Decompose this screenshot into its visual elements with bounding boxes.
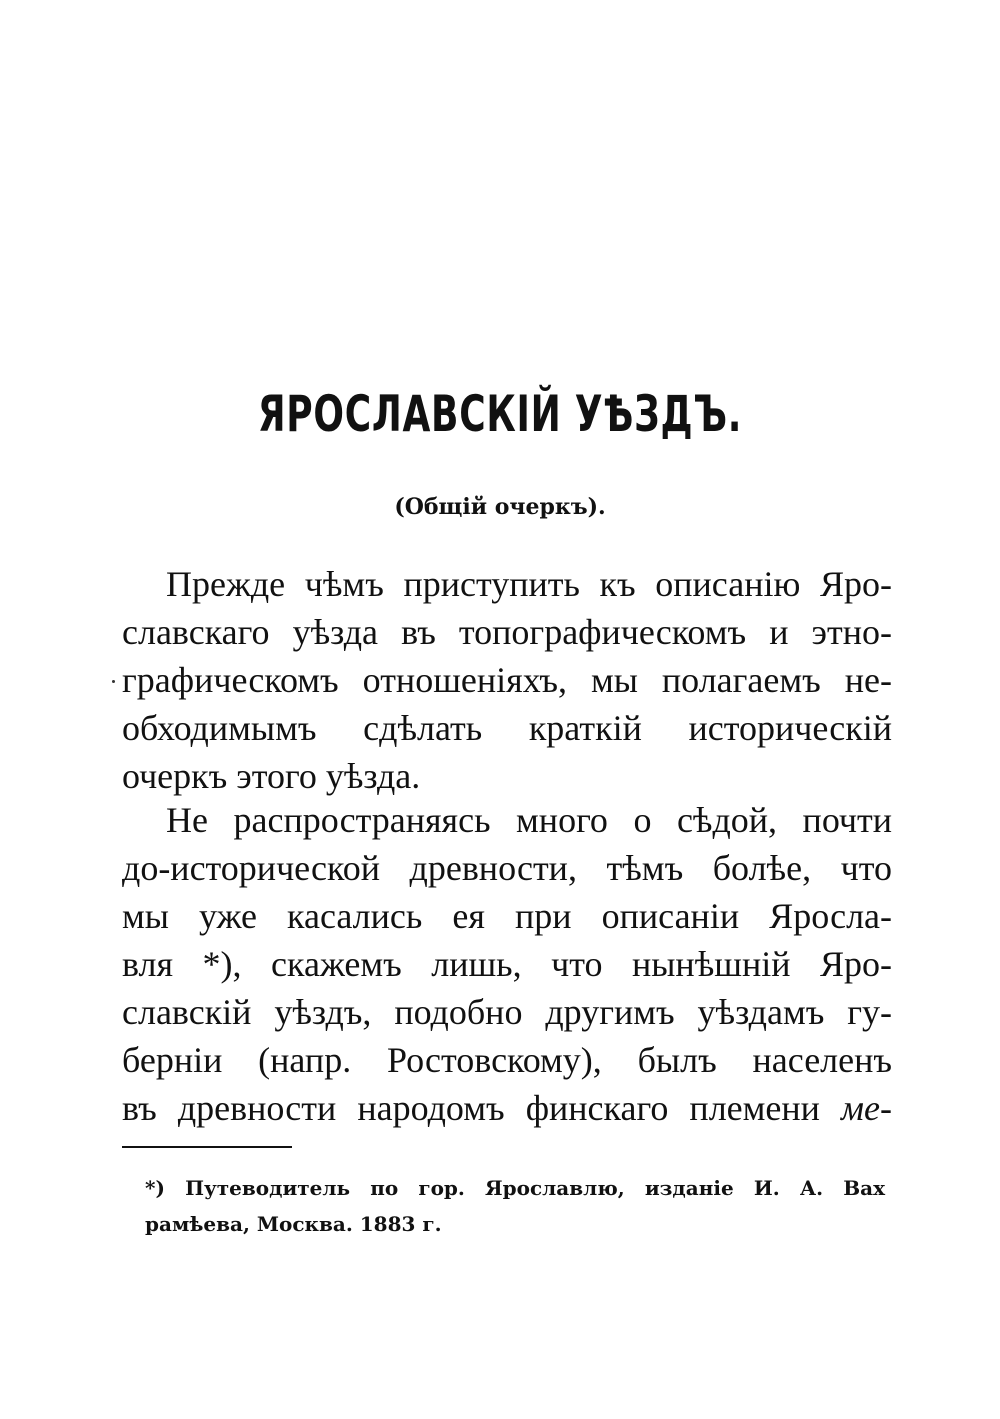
text-line: обходимымъ сдѣлать краткій историческій xyxy=(122,708,892,748)
text-line: Прежде чѣмъ приступить къ описанію Яро- xyxy=(166,564,892,604)
text-line: графическомъ отношеніяхъ, мы полагаемъ не- xyxy=(122,660,892,700)
paragraph-1 xyxy=(122,560,892,800)
footnote-line: *) Путеводитель по гор. Ярославлю, изданіе И. А. Вах xyxy=(145,1176,885,1200)
italic-hyphenated-word: ме- xyxy=(841,1088,892,1128)
footnote xyxy=(145,1170,885,1242)
text-line-last xyxy=(122,1084,892,1132)
footnote-line: рамѣева, Москва. 1883 г. xyxy=(145,1212,442,1236)
text-line: вля *), скажемъ лишь, что нынѣшній Яро- xyxy=(122,944,892,984)
print-speck xyxy=(112,680,115,683)
text-line-main: въ древности народомъ финскаго племени xyxy=(122,1088,820,1128)
text-line: очеркъ этого уѣзда. xyxy=(122,756,421,796)
footnote-divider xyxy=(122,1146,292,1148)
text-line: Не распространяясь много о сѣдой, почти xyxy=(166,800,892,840)
text-line: до-исторической древности, тѣмъ болѣе, что xyxy=(122,848,892,888)
text-line: славскаго уѣзда въ топографическомъ и этно- xyxy=(122,612,892,652)
chapter-title: ЯРОСЛАВСКІЙ УѢЗДЪ. xyxy=(257,385,743,443)
text-line: славскій уѣздъ, подобно другимъ уѣздамъ гу- xyxy=(122,992,892,1032)
text-line: мы уже касались ея при описаніи Яросла- xyxy=(122,896,892,936)
chapter-subtitle: (Общій очеркъ). xyxy=(394,494,606,520)
paragraph-2 xyxy=(122,796,892,1132)
text-line: берніи (напр. Ростовскому), былъ населенъ xyxy=(122,1040,892,1080)
